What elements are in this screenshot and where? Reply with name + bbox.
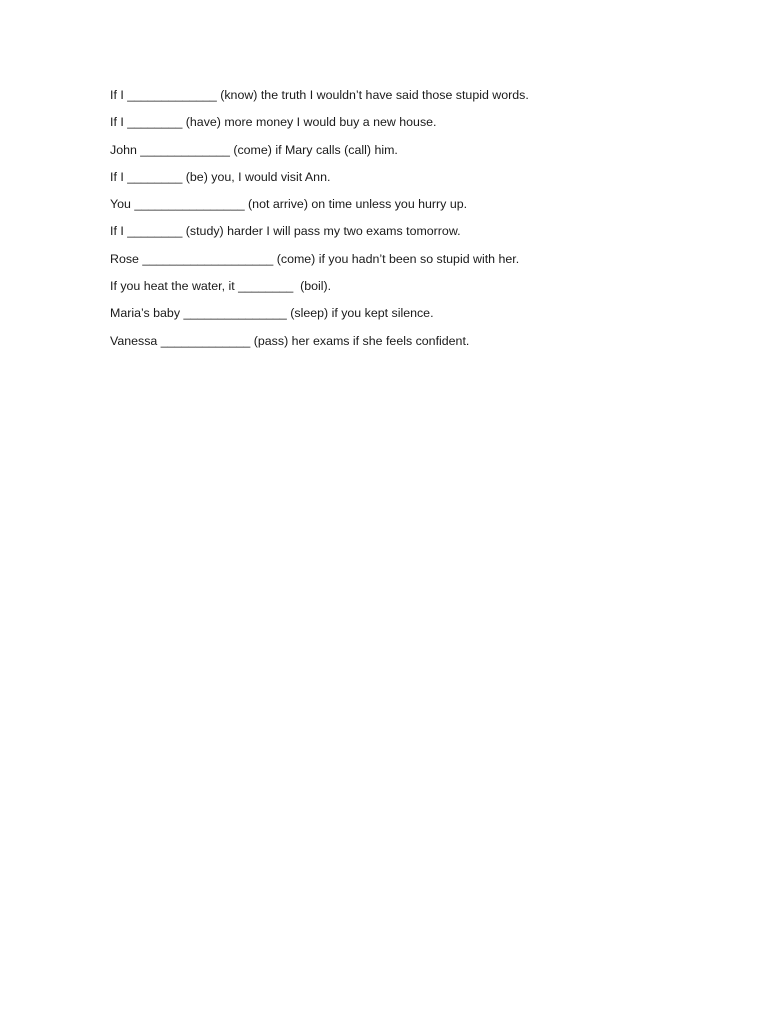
exercise-list [110, 86, 730, 359]
exercise-sentence-9: Maria’s baby _______________ (sleep) if you kept silence. [110, 306, 434, 321]
exercise-sentence-3: John _____________ (come) if Mary calls (call) him. [110, 142, 398, 157]
exercise-sentence-8: If you heat the water, it ________ (boil). [110, 279, 332, 294]
exercise-sentence-1: If I _____________ (know) the truth I wouldn’t have said those stupid words. [110, 88, 529, 102]
exercise-sentence-2: If I ________ (have) more money I would buy a new house. [110, 115, 437, 130]
exercise-sentence-5: You ________________ (not arrive) on time unless you hurry up. [110, 197, 468, 212]
exercise-sentence-4: If I ________ (be) you, I would visit Ann. [110, 169, 331, 184]
exercise-sentence-10: Vanessa _____________ (pass) her exams if she feels confident. [110, 333, 470, 348]
exercise-sentence-6: If I ________ (study) harder I will pass my two exams tomorrow. [110, 224, 461, 239]
exercise-sentence-7: Rose ___________________ (come) if you hadn’t been so stupid with her. [110, 251, 520, 266]
